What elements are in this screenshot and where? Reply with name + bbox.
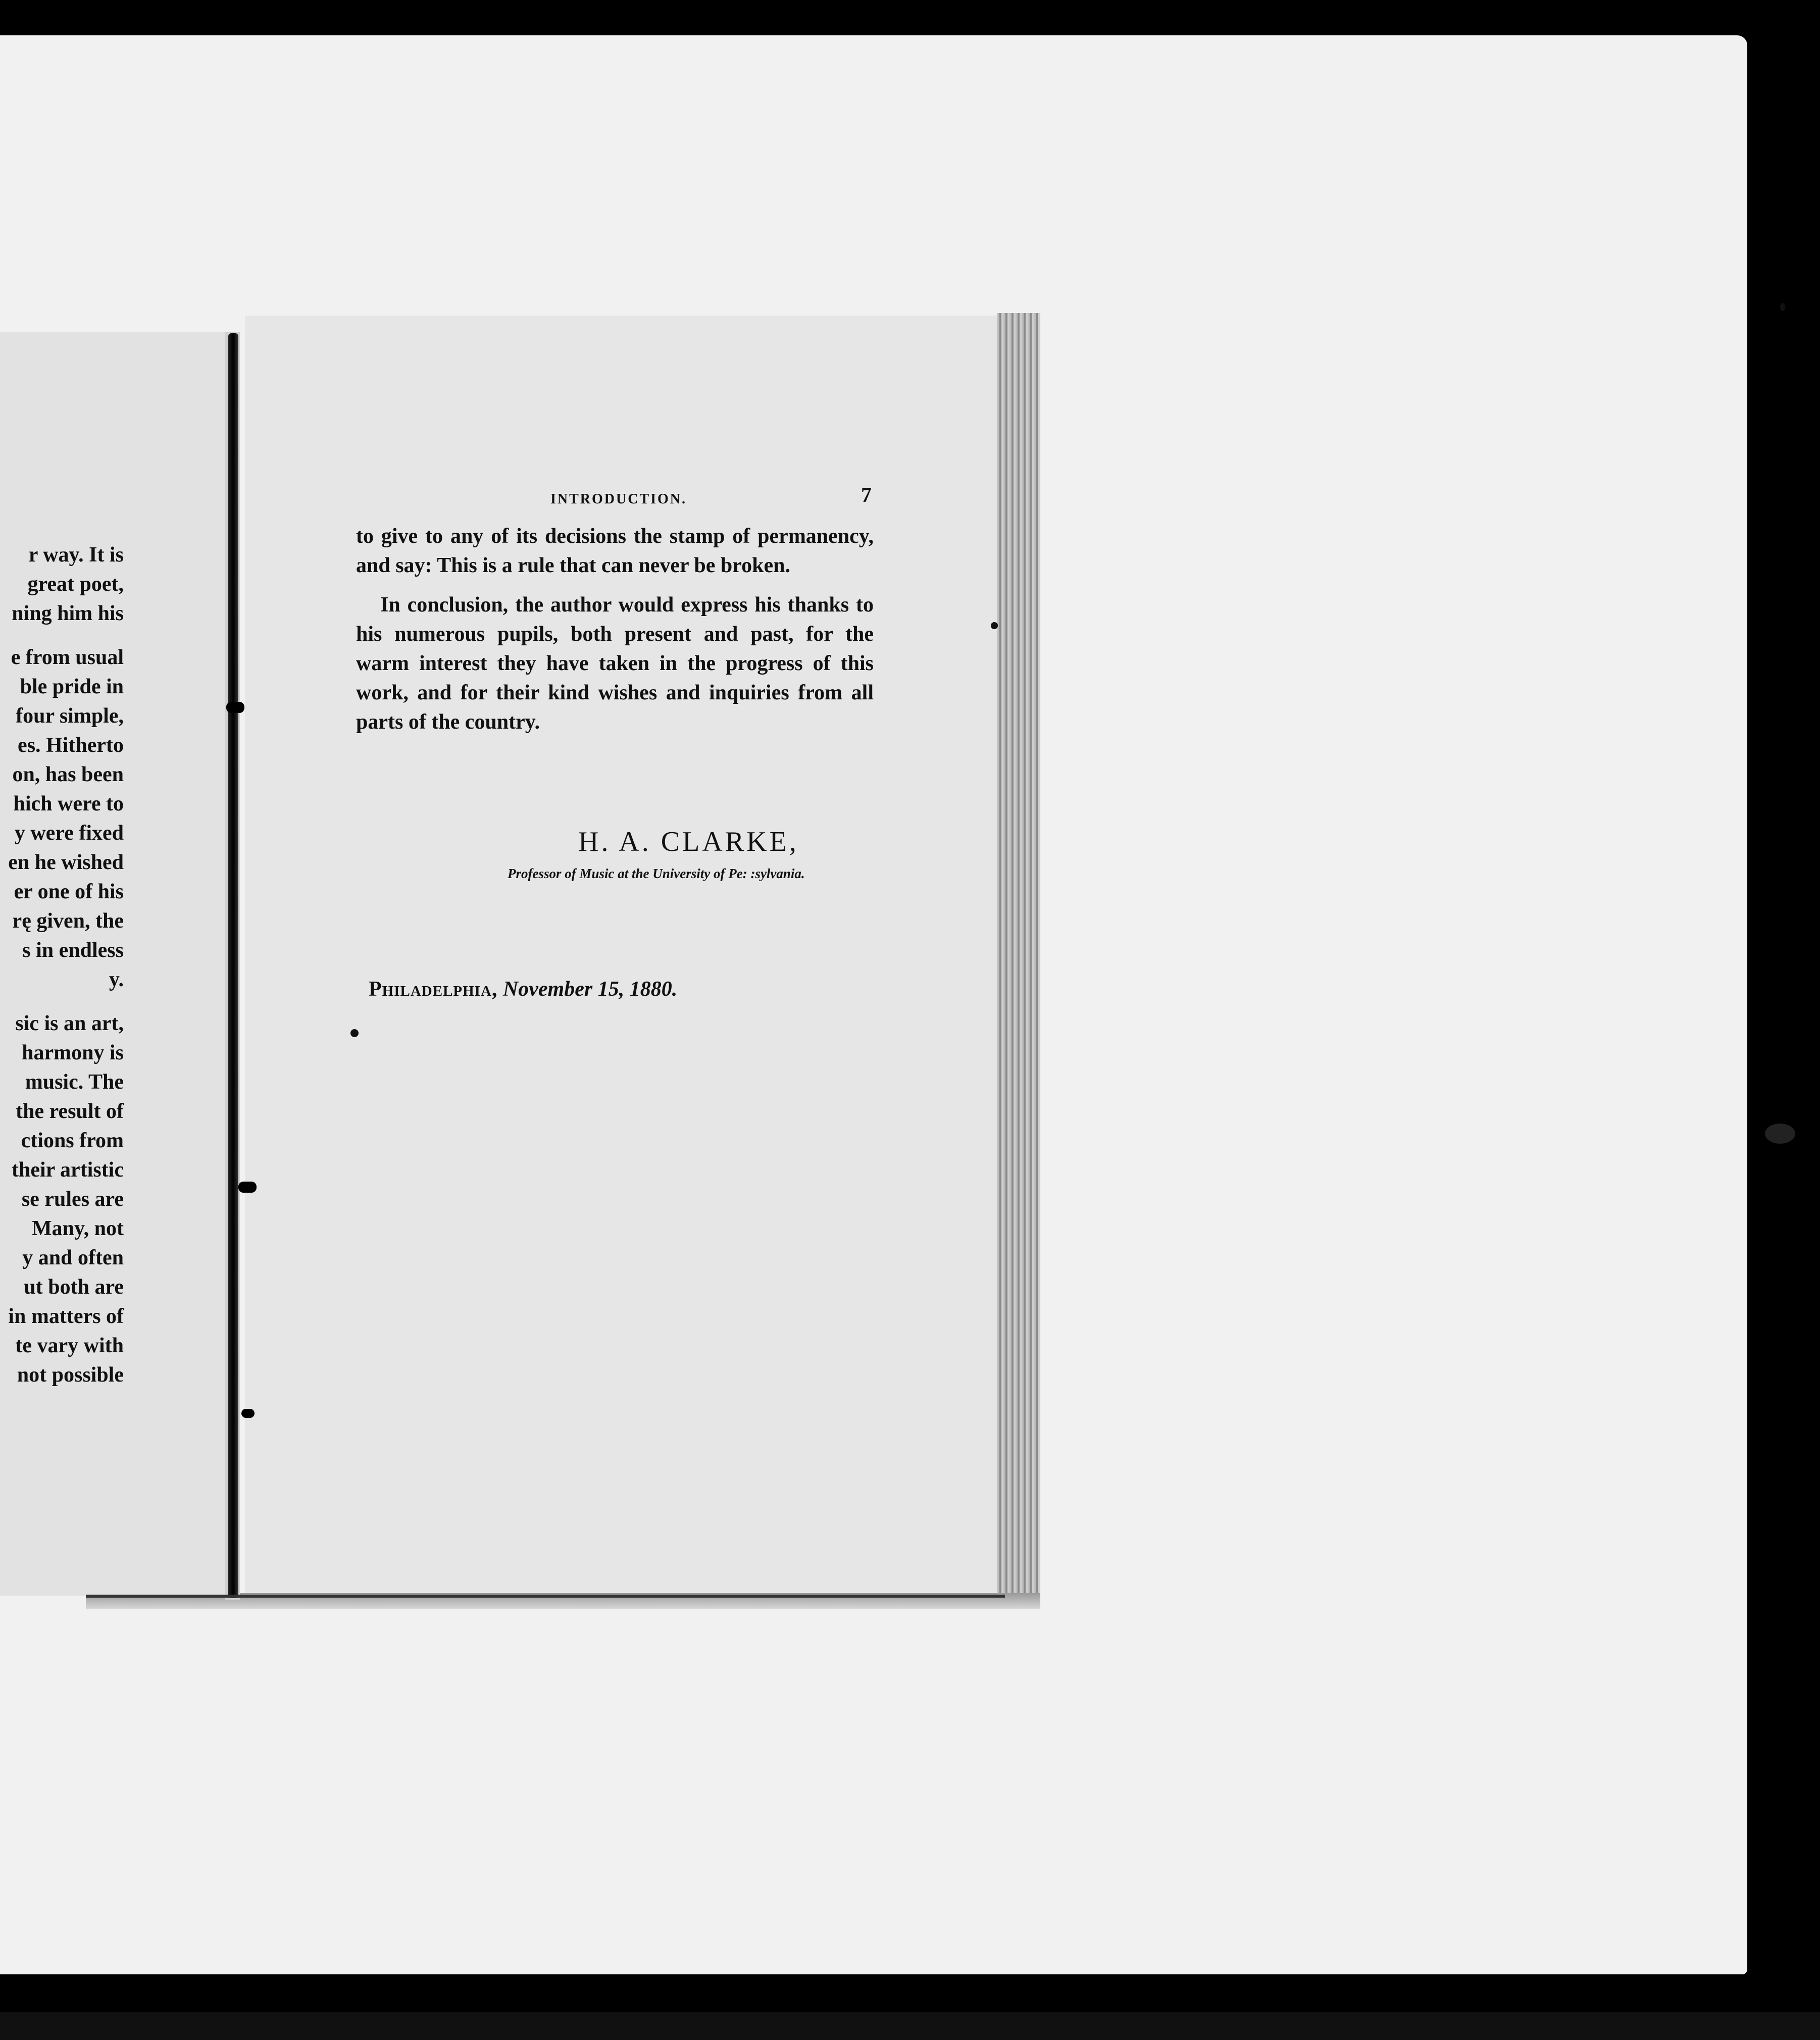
left-page-line: sic is an art,: [15, 1012, 124, 1035]
left-page-line: er one of his: [14, 880, 124, 903]
left-page-line: en he wished: [8, 851, 124, 874]
left-page-line: hich were to: [13, 792, 124, 815]
left-page-line: e from usual: [11, 646, 124, 669]
author-affiliation: Professor of Music at the University of Pe: :sylvania.: [508, 866, 805, 881]
dust-speck: [1765, 1124, 1795, 1144]
left-page-line: Many, not: [31, 1217, 124, 1240]
binding-stitch: [226, 702, 244, 713]
left-page-line: y were fixed: [14, 822, 124, 845]
left-page-line: ning him his: [12, 602, 124, 625]
left-page-line: y.: [109, 968, 124, 991]
binding-stitch: [238, 1182, 257, 1193]
dust-speck: [1780, 303, 1785, 311]
left-page-line: on, has been: [12, 763, 124, 786]
binding-stitch: [241, 1409, 255, 1418]
dateline-place: Philadelphia,: [369, 978, 498, 1001]
left-page-line: ut both are: [24, 1276, 124, 1299]
dust-speck: [350, 1029, 359, 1037]
dust-speck: [991, 622, 998, 629]
paragraph-2: In conclusion, the author would express his thanks to his numerous pupils, both present and past, for the warm interest they have taken in the progress of this work, and for their kind wishes and inquiries from all parts of the country.: [356, 593, 874, 734]
left-page-line: four simple,: [16, 704, 124, 728]
left-page-line: music. The: [25, 1070, 124, 1094]
left-page-line: not possible: [17, 1363, 124, 1387]
page-edges: [997, 313, 1040, 1593]
left-page-line: rę given, the: [12, 909, 124, 933]
paragraph-1: to give to any of its decisions the stamp of permanency, and say: This is a rule that can never be broken.: [356, 525, 874, 577]
book-spine: [228, 333, 238, 1598]
book-base-line: [86, 1595, 1005, 1598]
left-page-line: y and often: [22, 1246, 124, 1269]
left-page-line: in matters of: [8, 1305, 124, 1328]
left-page-line: harmony is: [22, 1041, 124, 1064]
dateline-date: November 15, 1880.: [502, 978, 678, 1001]
left-page-line: se rules are: [21, 1188, 124, 1211]
left-page-line: s in endless: [22, 939, 124, 962]
film-edge: [0, 2012, 1820, 2040]
left-page-text: [0, 540, 124, 1390]
left-page-line: great poet,: [27, 573, 124, 596]
right-page: [245, 316, 1002, 1593]
left-page-line: te vary with: [15, 1334, 124, 1357]
left-page-line: es. Hitherto: [18, 734, 124, 757]
page-number: 7: [861, 484, 872, 507]
author-signature: H. A. CLARKE,: [578, 826, 799, 857]
dateline: [369, 977, 677, 1001]
left-page-line: the result of: [16, 1100, 124, 1123]
left-page-line: [0, 994, 124, 1009]
left-page-line: their artistic: [12, 1158, 124, 1182]
left-page-line: ctions from: [21, 1129, 124, 1152]
left-page-line: [0, 628, 124, 643]
left-page-line: r way. It is: [28, 543, 124, 567]
body-text: [356, 522, 874, 737]
left-page: [0, 332, 225, 1596]
left-page-line: ble pride in: [20, 675, 124, 698]
running-head: INTRODUCTION.: [550, 491, 687, 507]
